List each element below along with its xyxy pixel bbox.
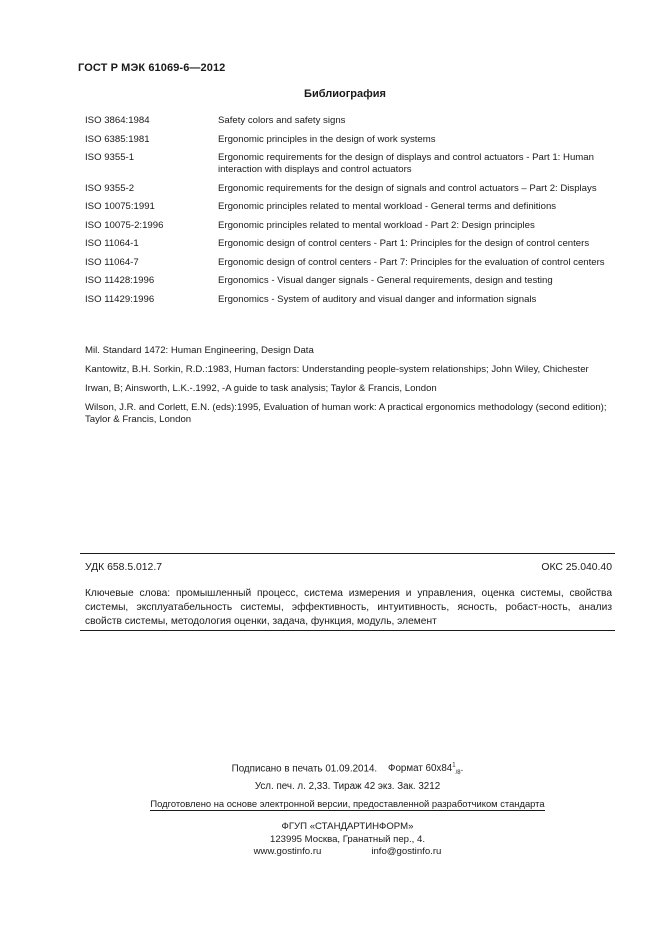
reference-title: Safety colors and safety signs: [218, 115, 346, 126]
reference-row: [85, 115, 615, 127]
publisher-contacts: [0, 846, 661, 859]
reference-row: [85, 183, 615, 195]
classification-box: [80, 553, 615, 631]
reference-code: ISO 11428:1996: [85, 275, 155, 286]
reference-code: ISO 9355-1: [85, 152, 135, 163]
reference-title: Ergonomic principles in the design of work systems: [218, 133, 436, 145]
reference-row: [85, 275, 615, 287]
reference-row: [85, 201, 615, 213]
additional-reference: Wilson, J.R. and Corlett, E.N. (eds):1995, Evaluation of human work: A practical ergonomics methodology (second edition); Taylor & Francis, London: [85, 402, 607, 425]
publisher-email: info@gostinfo.ru: [371, 846, 442, 857]
reference-list: [85, 115, 615, 312]
publisher-info: [0, 821, 661, 859]
reference-row: [85, 238, 615, 250]
udk-code: УДК 658.5.012.7: [85, 562, 163, 573]
print-info: Усл. печ. л. 2,33. Тираж 42 экз. Зак. 3212: [254, 781, 441, 793]
keywords: Ключевые слова: промышленный процесс, система измерения и управления, оценка системы, свойства системы, эксплуатабельность системы, эффективность, интуитивность, ясность, робаст-ность, анализ свойств системы, методология оценки, задача, функция, модуль, элемент: [85, 588, 612, 627]
reference-row: [85, 257, 615, 269]
reference-code: ISO 10075-2:1996: [85, 219, 164, 231]
reference-title: Ergonomic design of control centers - Part 1: Principles for the design of control centers: [218, 238, 590, 249]
preparation-note: Подготовлено на основе электронной версии, предоставленной разработчиком стандарта: [150, 798, 545, 809]
additional-reference: Kantowitz, B.H. Sorkin, R.D.:1983, Human factors: Understanding people-system relationships; John Wiley, Chichester: [85, 364, 589, 375]
reference-code: ISO 10075:1991: [85, 201, 155, 212]
document-code: ГОСТ Р МЭК 61069-6—2012: [78, 62, 226, 74]
classification-codes: [85, 562, 612, 573]
reference-code: ISO 11429:1996: [85, 293, 155, 305]
oks-code: ОКС 25.040.40: [541, 562, 612, 573]
reference-code: ISO 3864:1984: [85, 115, 150, 126]
reference-row: [85, 152, 615, 176]
imprint-info: [0, 760, 661, 793]
additional-reference: Mil. Standard 1472: Human Engineering, Design Data: [85, 345, 314, 356]
publisher-name: ФГУП «СТАНДАРТИНФОРМ»: [281, 821, 414, 832]
reference-title: Ergonomic principles related to mental workload - General terms and definitions: [218, 201, 557, 212]
reference-title: Ergonomics - Visual danger signals - General requirements, design and testing: [218, 275, 553, 286]
reference-code: ISO 6385:1981: [85, 133, 150, 145]
reference-title: Ergonomic principles related to mental workload - Part 2: Design principles: [218, 219, 535, 231]
reference-title: Ergonomic requirements for the design of signals and control actuators – Part 2: Displays: [218, 182, 597, 194]
reference-code: ISO 9355-2: [85, 182, 135, 194]
reference-title: Ergonomic design of control centers - Part 7: Principles for the evaluation of control centers: [218, 256, 605, 268]
reference-code: ISO 11064-1: [85, 238, 139, 249]
reference-code: ISO 11064-7: [85, 256, 139, 268]
additional-reference: Irwan, B; Ainsworth, L.K.-.1992, -A guide to task analysis; Taylor & Francis, London: [85, 383, 437, 394]
reference-title: Ergonomics - System of auditory and visual danger and information signals: [218, 293, 537, 305]
imprint-line-1: [0, 760, 661, 780]
publisher-website: www.gostinfo.ru: [253, 846, 322, 857]
bibliography-title: Библиография: [304, 88, 386, 100]
publisher-address: 123995 Москва, Гранатный пер., 4.: [270, 833, 425, 845]
reference-row: [85, 220, 615, 232]
reference-title: Ergonomic requirements for the design of displays and control actuators - Part 1: Human interaction with displays and control actuators: [218, 152, 594, 175]
reference-row: [85, 134, 615, 146]
signed-date: Подписано в печать 01.09.2014.: [231, 763, 378, 775]
format-info: Формат $60x84^1_{/8}$.: [388, 763, 464, 777]
additional-references: [85, 345, 615, 433]
reference-row: [85, 294, 615, 306]
